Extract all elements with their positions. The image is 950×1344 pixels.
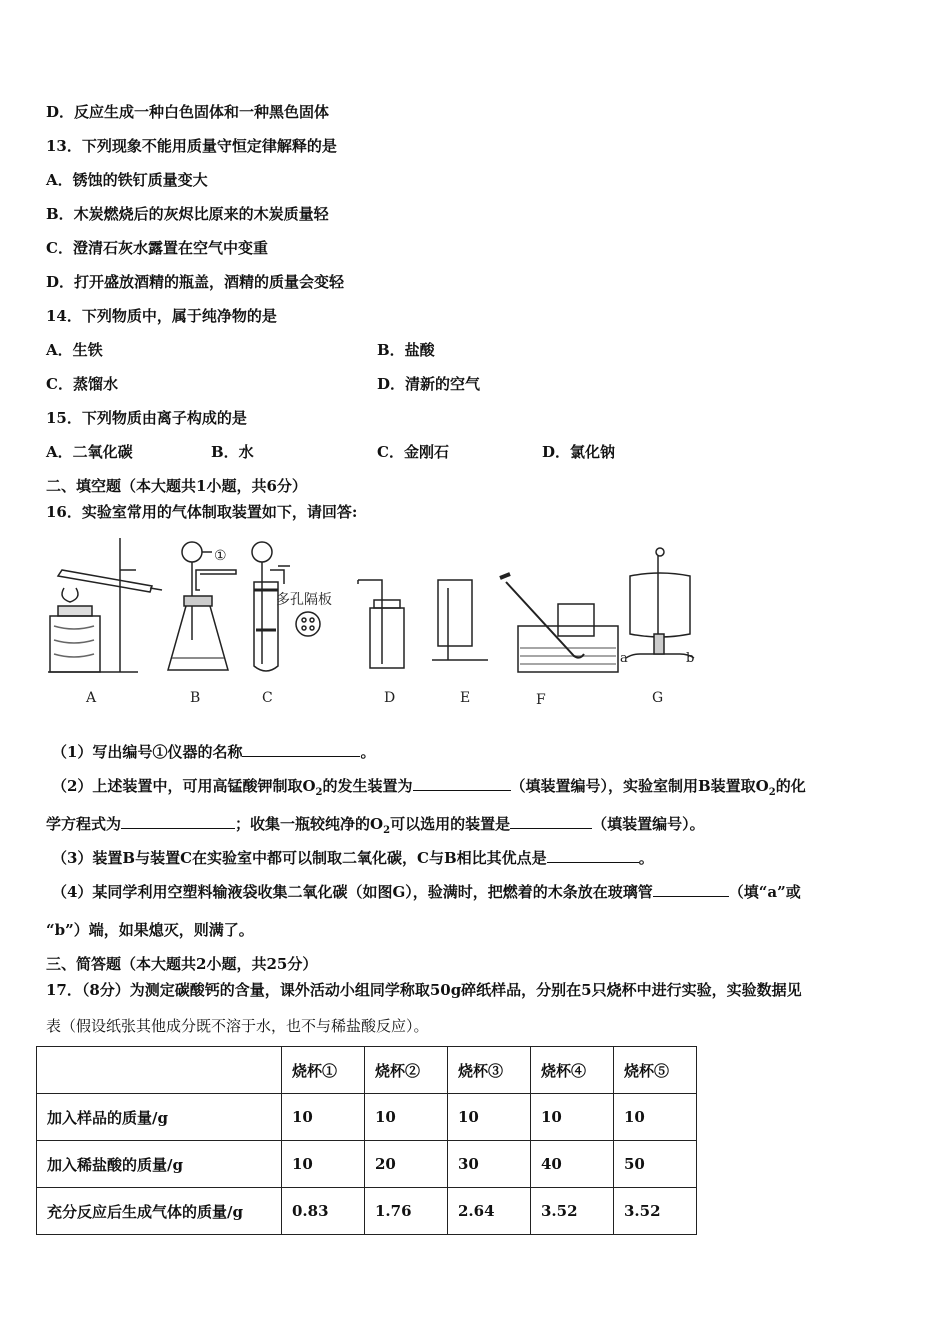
q16-part3-blank[interactable]	[547, 848, 639, 863]
apparatus-figure	[40, 530, 710, 710]
q16-part2-text-f: ；收集一瓶较纯净的O	[235, 815, 384, 833]
table-row	[37, 1141, 697, 1188]
label-g: G	[652, 690, 664, 706]
table-header-cell: 烧杯①	[282, 1047, 365, 1094]
q16-part1-blank[interactable]	[242, 742, 360, 757]
q17-line1	[46, 980, 802, 1000]
q16-part2-blank-1[interactable]	[413, 776, 511, 791]
table-cell: 10	[282, 1094, 365, 1141]
apparatus-e	[432, 580, 488, 660]
table-cell: 1.76	[365, 1188, 448, 1235]
q14-option-a: A．生铁	[46, 341, 103, 359]
q14-option-d: D．清新的空气	[377, 375, 481, 393]
q16-part4-text-b: （填“a”或	[728, 883, 801, 901]
q16-part2-line1	[52, 776, 806, 803]
q16-part2-sub-f: 2	[383, 825, 391, 836]
end-a-label: a	[620, 651, 628, 666]
table-row	[37, 1094, 697, 1141]
table-cell: 30	[448, 1141, 531, 1188]
q15-option-d: D．氯化钠	[542, 443, 616, 461]
label-d: D	[384, 690, 396, 706]
q14-option-c: C．蒸馏水	[46, 375, 118, 393]
q16-part4-text-a: （4）某同学利用空塑料输液袋收集二氧化碳（如图G），验满时，把燃着的木条放在玻璃管	[52, 883, 653, 901]
q16-part1-end: 。	[360, 743, 376, 761]
table-cell: 20	[365, 1141, 448, 1188]
q16-part2-sub-a: 2	[315, 787, 323, 798]
table-cell: 0.83	[282, 1188, 365, 1235]
q13-stem: 13．下列现象不能用质量守恒定律解释的是	[46, 137, 337, 155]
table-cell: 10	[531, 1094, 614, 1141]
q16-part4-line2: “b”）端，如果熄灭，则满了。	[46, 921, 254, 939]
q15-option-c: C．金刚石	[377, 443, 449, 461]
q16-part2-text-c: （填装置编号），实验室制用B装置取O	[510, 777, 769, 795]
q16-stem: 16．实验室常用的气体制取装置如下，请回答:	[46, 503, 358, 521]
table-cell: 充分反应后生成气体的质量/g	[37, 1188, 282, 1235]
q16-part3-end: 。	[638, 849, 654, 867]
table-cell: 40	[531, 1141, 614, 1188]
label-c: C	[262, 690, 273, 706]
q16-part1	[52, 742, 375, 762]
q13-option-d: D．打开盛放酒精的瓶盖，酒精的质量会变轻	[46, 273, 345, 291]
q16-part4-line1	[52, 882, 801, 902]
table-cell: 3.52	[614, 1188, 697, 1235]
q15-option-a: A．二氧化碳	[46, 443, 133, 461]
table-row	[37, 1188, 697, 1235]
q14-stem: 14．下列物质中，属于纯净物的是	[46, 307, 277, 325]
q16-part3-text: （3）装置B与装置C在实验室中都可以制取二氧化碳，C与B相比其优点是	[52, 849, 547, 867]
table-header-cell: 烧杯③	[448, 1047, 531, 1094]
q13-option-c: C．澄清石灰水露置在空气中变重	[46, 239, 268, 257]
q16-part3	[52, 848, 654, 868]
q16-part2-text-e: 学方程式为	[46, 815, 122, 833]
table-cell: 50	[614, 1141, 697, 1188]
q14-option-b: B．盐酸	[377, 341, 435, 359]
marker-1: ①	[214, 548, 227, 564]
table-cell: 10	[614, 1094, 697, 1141]
q16-part2-text-a: （2）上述装置中，可用高锰酸钾制取O	[52, 777, 316, 795]
porous-plate-label: 多孔隔板	[276, 592, 332, 608]
table-cell: 加入稀盐酸的质量/g	[37, 1141, 282, 1188]
q16-part4-blank[interactable]	[653, 882, 729, 897]
table-cell: 加入样品的质量/g	[37, 1094, 282, 1141]
q17-line1-text: 17．（8分）为测定碳酸钙的含量，课外活动小组同学称取50g碎纸样品，分别在5只烧杯中进行实验，实验数据见	[46, 981, 802, 999]
table-header-cell	[37, 1047, 282, 1094]
table-cell: 10	[365, 1094, 448, 1141]
apparatus-d	[358, 580, 404, 668]
q17-data-table	[36, 1046, 697, 1235]
q17-line2: 表（假设纸张其他成分既不溶于水，也不与稀盐酸反应）。	[46, 1017, 429, 1035]
q15-stem: 15．下列物质由离子构成的是	[46, 409, 247, 427]
section2-heading: 二、填空题（本大题共1小题，共6分）	[46, 477, 307, 495]
q16-part2-blank-3[interactable]	[510, 814, 592, 829]
q16-part2-blank-2[interactable]	[121, 814, 235, 829]
q16-part2-text-h: （填装置编号）。	[592, 815, 705, 833]
label-f: F	[536, 692, 546, 708]
q16-part2-line2	[46, 814, 705, 841]
q16-part1-text: （1）写出编号①仪器的名称	[52, 743, 243, 761]
apparatus-a	[48, 538, 162, 672]
q16-part2-text-d: 的化	[775, 777, 806, 795]
apparatus-f	[500, 574, 618, 672]
label-a: A	[86, 690, 97, 706]
table-header-row	[37, 1047, 697, 1094]
label-b: B	[190, 690, 201, 706]
table-cell: 3.52	[531, 1188, 614, 1235]
q16-part2-text-b: 的发生装置为	[322, 777, 413, 795]
table-header-cell: 烧杯⑤	[614, 1047, 697, 1094]
table-cell: 10	[448, 1094, 531, 1141]
table-cell: 2.64	[448, 1188, 531, 1235]
q16-part2-text-g: 可以选用的装置是	[390, 815, 511, 833]
table-cell: 10	[282, 1141, 365, 1188]
section3-heading: 三、简答题（本大题共2小题，共25分）	[46, 955, 318, 973]
table-header-cell: 烧杯②	[365, 1047, 448, 1094]
q12-option-d: D．反应生成一种白色固体和一种黑色固体	[46, 103, 330, 121]
label-e: E	[460, 690, 471, 706]
q13-option-a: A．锈蚀的铁钉质量变大	[46, 171, 208, 189]
q13-option-b: B．木炭燃烧后的灰烬比原来的木炭质量轻	[46, 205, 329, 223]
q15-option-b: B．水	[211, 443, 254, 461]
end-b-label: b	[686, 651, 695, 666]
table-header-cell: 烧杯④	[531, 1047, 614, 1094]
q16-part2-sub-c: 2	[768, 787, 776, 798]
apparatus-g	[626, 548, 694, 658]
